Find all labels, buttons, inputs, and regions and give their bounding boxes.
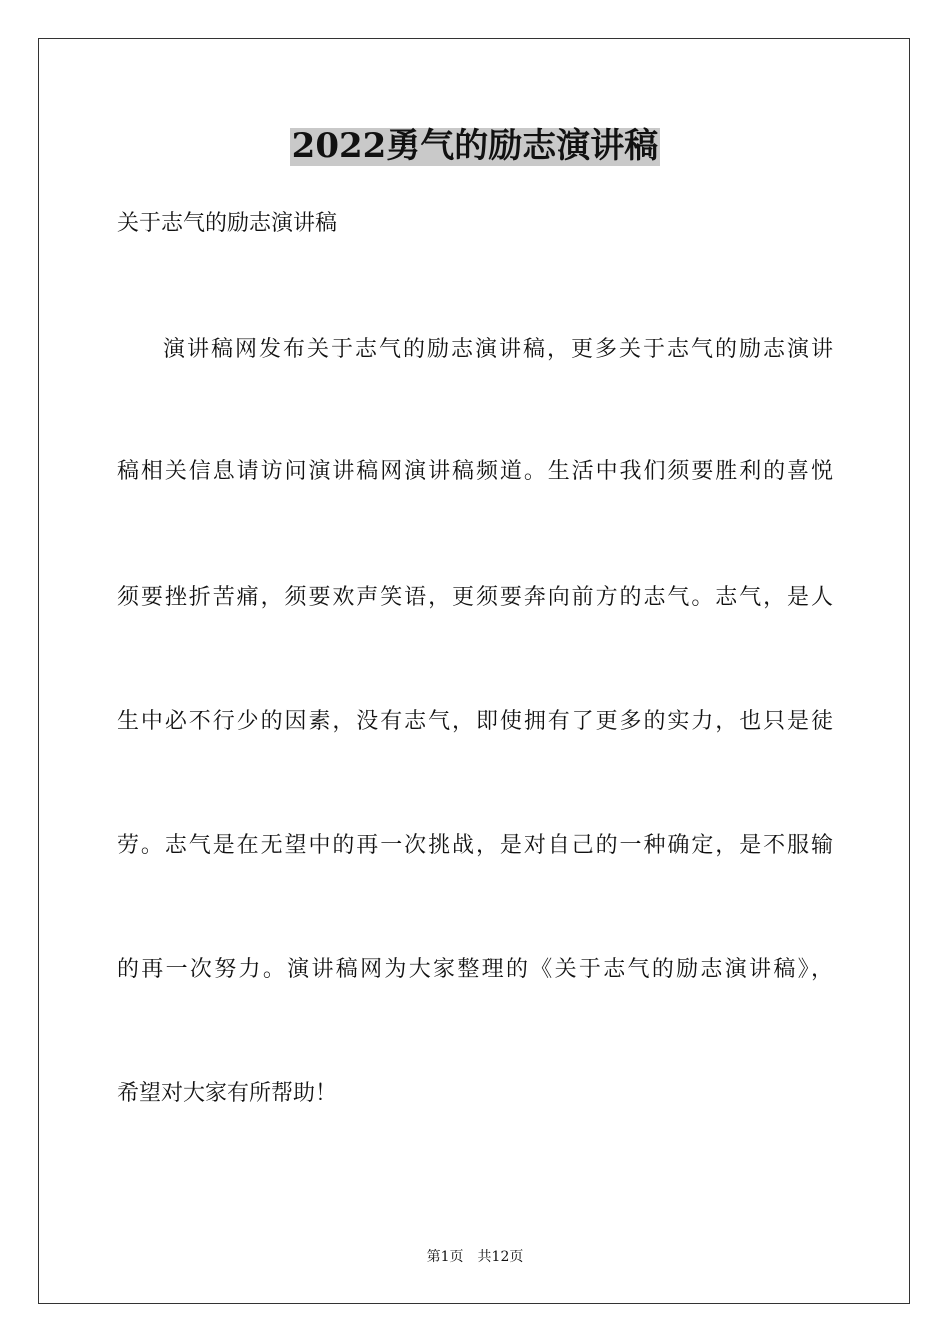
body-line-4: 生中必不行少的因素，没有志气，即使拥有了更多的实力，也只是徒 <box>117 709 833 734</box>
body-line-3: 须要挫折苦痛，须要欢声笑语，更须要奔向前方的志气。志气，是人 <box>117 585 833 610</box>
body-line-2: 稿相关信息请访问演讲稿网演讲稿频道。生活中我们须要胜利的喜悦 <box>117 459 833 484</box>
page-number: 第1页 <box>426 1249 464 1265</box>
body-line-5: 劳。志气是在无望中的再一次挑战，是对自己的一种确定，是不服输 <box>117 833 833 858</box>
body-line-7: 希望对大家有所帮助！ <box>117 1081 338 1106</box>
document-subtitle: 关于志气的励志演讲稿 <box>117 211 338 236</box>
body-line-1: 演讲稿网发布关于志气的励志演讲稿，更多关于志气的励志演讲 <box>163 337 833 362</box>
body-line-6: 的再一次努力。演讲稿网为大家整理的《关于志气的励志演讲稿》， <box>117 957 833 982</box>
document-title: 2022勇气的励志演讲稿 <box>291 126 659 166</box>
total-pages: 共12页 <box>477 1249 524 1265</box>
page-footer <box>0 1248 950 1266</box>
document-title-container <box>0 128 950 166</box>
